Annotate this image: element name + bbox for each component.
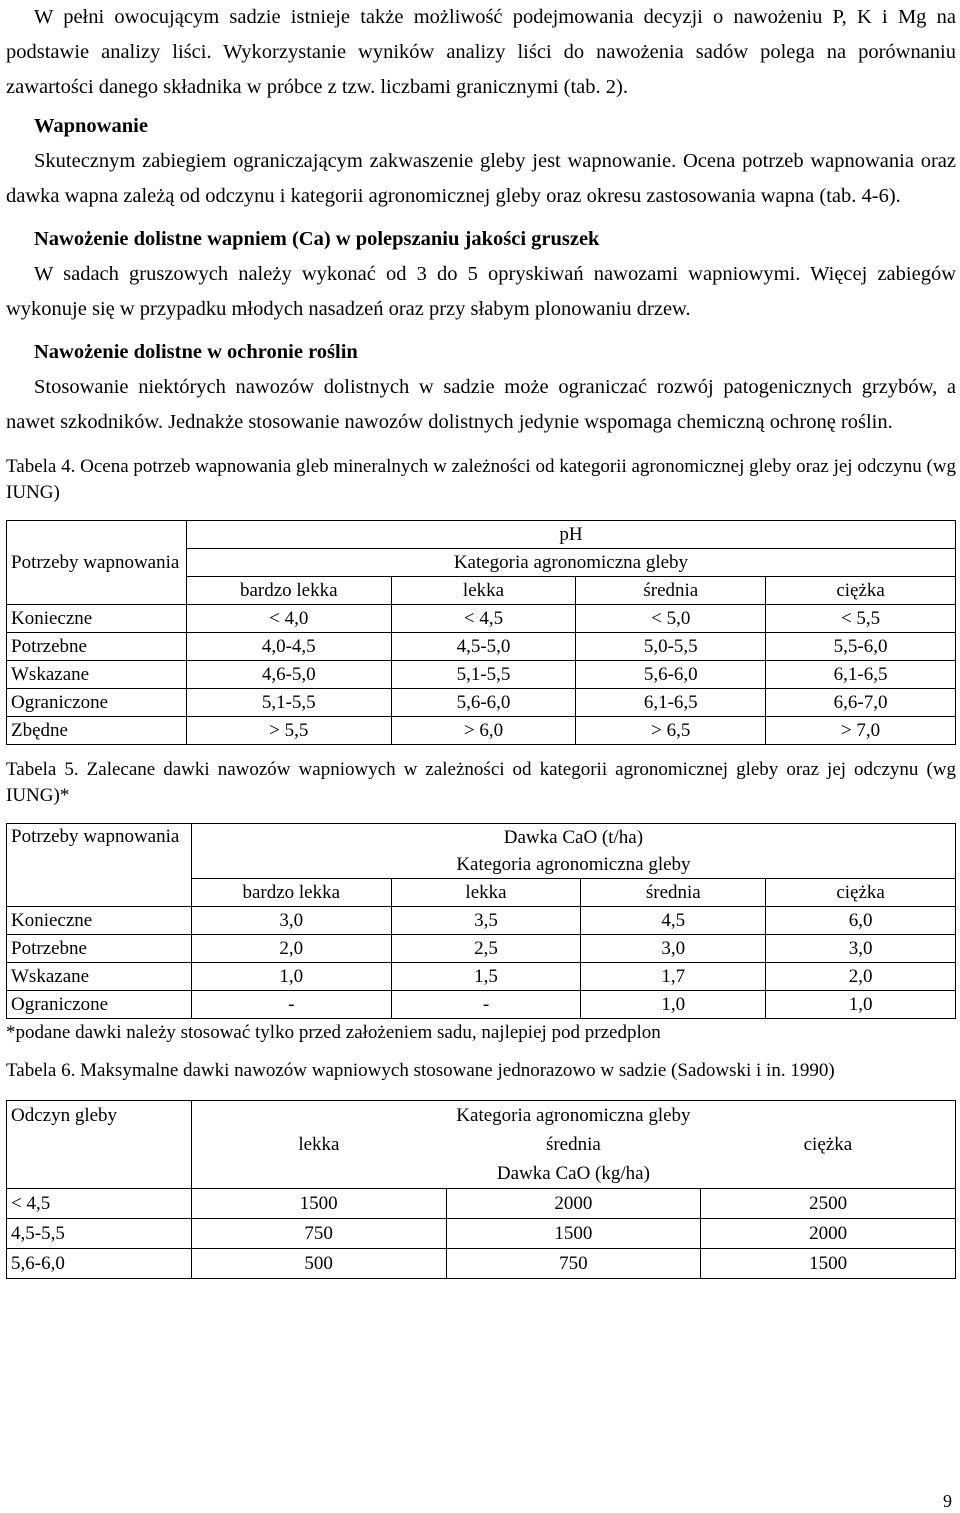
cell: 3,0 [581, 935, 766, 963]
cell: < 5,0 [576, 605, 766, 633]
row-label: Konieczne [7, 907, 192, 935]
cell: 5,0-5,5 [576, 633, 766, 661]
table5-group-header: Dawka CaO (t/ha) [191, 824, 955, 852]
table6-unit-header: Dawka CaO (kg/ha) [191, 1159, 955, 1189]
table5 [6, 823, 956, 1019]
row-label: Wskazane [7, 661, 187, 689]
section-text: Stosowanie niektórych nawozów dolistnych w sadzie może ograniczać rozwój patogenicznych grzybów, a nawet szkodników. Jednakże stosowanie nawozów dolistnych jedynie wspomaga chemiczną ochronę roślin. [6, 376, 956, 433]
cell: 3,0 [766, 935, 956, 963]
cell: > 7,0 [766, 717, 956, 745]
row-label: Konieczne [7, 605, 187, 633]
table6-col-header: lekka [191, 1130, 446, 1159]
cell: 5,1-5,5 [391, 661, 576, 689]
row-label: Ograniczone [7, 991, 192, 1019]
row-label: 4,5-5,5 [7, 1219, 192, 1249]
cell: 2,0 [766, 963, 956, 991]
row-label: Potrzebne [7, 935, 192, 963]
table6-row-header: Odczyn gleby [7, 1101, 192, 1189]
cell: 6,1-6,5 [576, 689, 766, 717]
section-foliar-protection [6, 335, 956, 440]
cell: 500 [191, 1249, 446, 1279]
cell: < 5,5 [766, 605, 956, 633]
table-row [7, 1189, 956, 1219]
table5-col-header: średnia [581, 879, 766, 907]
cell: 6,6-7,0 [766, 689, 956, 717]
table-row [7, 633, 956, 661]
cell: 5,1-5,5 [186, 689, 391, 717]
row-label: < 4,5 [7, 1189, 192, 1219]
cell: 1,0 [191, 963, 391, 991]
table-row [7, 605, 956, 633]
table5-col-header: lekka [391, 879, 581, 907]
cell: 1500 [446, 1219, 701, 1249]
table6-col-header: średnia [545, 1134, 601, 1155]
section-heading: Nawożenie dolistne wapniem (Ca) w polepszaniu jakości gruszek [34, 228, 600, 250]
cell: 2,0 [191, 935, 391, 963]
table4-col-header: średnia [576, 577, 766, 605]
cell: - [391, 991, 581, 1019]
cell: 2500 [701, 1189, 956, 1219]
cell: 6,0 [766, 907, 956, 935]
table6-group-header: Kategoria agronomiczna gleby [191, 1101, 955, 1131]
cell: > 6,5 [576, 717, 766, 745]
table-row [7, 1249, 956, 1279]
cell: 3,5 [391, 907, 581, 935]
cell: 1500 [701, 1249, 956, 1279]
cell: < 4,0 [186, 605, 391, 633]
cell: 5,5-6,0 [766, 633, 956, 661]
cell: 4,0-4,5 [186, 633, 391, 661]
table4-col-header: lekka [391, 577, 576, 605]
cell: 1,0 [766, 991, 956, 1019]
table4-sub-header: Kategoria agronomiczna gleby [186, 549, 955, 577]
row-label: 5,6-6,0 [7, 1249, 192, 1279]
cell: 6,1-6,5 [766, 661, 956, 689]
cell: 4,5-5,0 [391, 633, 576, 661]
table-row [7, 689, 956, 717]
table-row [7, 717, 956, 745]
cell: 5,6-6,0 [391, 689, 576, 717]
cell: 3,0 [191, 907, 391, 935]
page-number: 9 [943, 1491, 952, 1511]
table-row [7, 935, 956, 963]
cell: 5,6-6,0 [576, 661, 766, 689]
cell: > 6,0 [391, 717, 576, 745]
cell: 4,6-5,0 [186, 661, 391, 689]
table-row [7, 661, 956, 689]
table5-row-header: Potrzeby wapnowania [7, 824, 192, 907]
cell: 1,5 [391, 963, 581, 991]
table-row [7, 907, 956, 935]
cell: - [191, 991, 391, 1019]
row-label: Ograniczone [7, 689, 187, 717]
table4-group-header: pH [186, 521, 955, 549]
cell: 4,5 [581, 907, 766, 935]
cell: 1500 [191, 1189, 446, 1219]
cell: 2000 [701, 1219, 956, 1249]
table4 [6, 520, 956, 745]
table5-col-header: bardzo lekka [191, 879, 391, 907]
table4-row-header: Potrzeby wapnowania [7, 521, 187, 605]
cell: 750 [191, 1219, 446, 1249]
table6-caption: Tabela 6. Maksymalne dawki nawozów wapniowych stosowane jednorazowo w sadzie (Sadowski i in. 1990) [6, 1060, 835, 1081]
cell: 1,7 [581, 963, 766, 991]
section-foliar-calcium [6, 222, 956, 327]
section-text: Skutecznym zabiegiem ograniczającym zakwaszenie gleby jest wapnowanie. Ocena potrzeb wapnowania oraz dawka wapna zależą od odczynu i kategorii agronomicznej gleby oraz okresu zastosowania wapna (tab. 4-6). [6, 150, 956, 207]
cell: < 4,5 [391, 605, 576, 633]
cell: 1,0 [581, 991, 766, 1019]
table-row [7, 963, 956, 991]
table4-col-header: ciężka [766, 577, 956, 605]
table5-footnote: *podane dawki należy stosować tylko przed założeniem sadu, najlepiej pod przedplon [6, 1022, 661, 1043]
section-liming [6, 109, 956, 214]
section-text: W sadach gruszowych należy wykonać od 3 do 5 opryskiwań nawozami wapniowymi. Więcej zabiegów wykonuje się w przypadku młodych nasadzeń oraz przy słabym plonowaniu drzew. [6, 263, 956, 320]
table6-col-header: ciężka [701, 1130, 956, 1159]
table5-caption: Tabela 5. Zalecane dawki nawozów wapniowych w zależności od kategorii agronomicznej gleby oraz jej odczynu (wg IUNG)* [6, 759, 956, 806]
table6 [6, 1100, 956, 1279]
cell: 2,5 [391, 935, 581, 963]
section-heading: Wapnowanie [34, 115, 148, 137]
cell: 2000 [446, 1189, 701, 1219]
table4-caption: Tabela 4. Ocena potrzeb wapnowania gleb mineralnych w zależności od kategorii agronomicznej gleby oraz jej odczynu (wg IUNG) [6, 456, 956, 503]
document-page [6, 0, 956, 1279]
table5-col-header: ciężka [766, 879, 956, 907]
intro-paragraph: W pełni owocującym sadzie istnieje także możliwość podejmowania decyzji o nawożeniu P, K i Mg na podstawie analizy liści. Wykorzystanie wyników analizy liści do nawożenia sadów polega na porównaniu zawartości danego składnika w próbce z tzw. liczbami granicznymi (tab. 2). [6, 6, 956, 98]
table5-sub-header: Kategoria agronomiczna gleby [191, 851, 955, 879]
row-label: Zbędne [7, 717, 187, 745]
section-heading: Nawożenie dolistne w ochronie roślin [34, 341, 358, 363]
table-row [7, 991, 956, 1019]
table-row [7, 1219, 956, 1249]
cell: > 5,5 [186, 717, 391, 745]
cell: 750 [446, 1249, 701, 1279]
row-label: Potrzebne [7, 633, 187, 661]
table4-col-header: bardzo lekka [186, 577, 391, 605]
row-label: Wskazane [7, 963, 192, 991]
